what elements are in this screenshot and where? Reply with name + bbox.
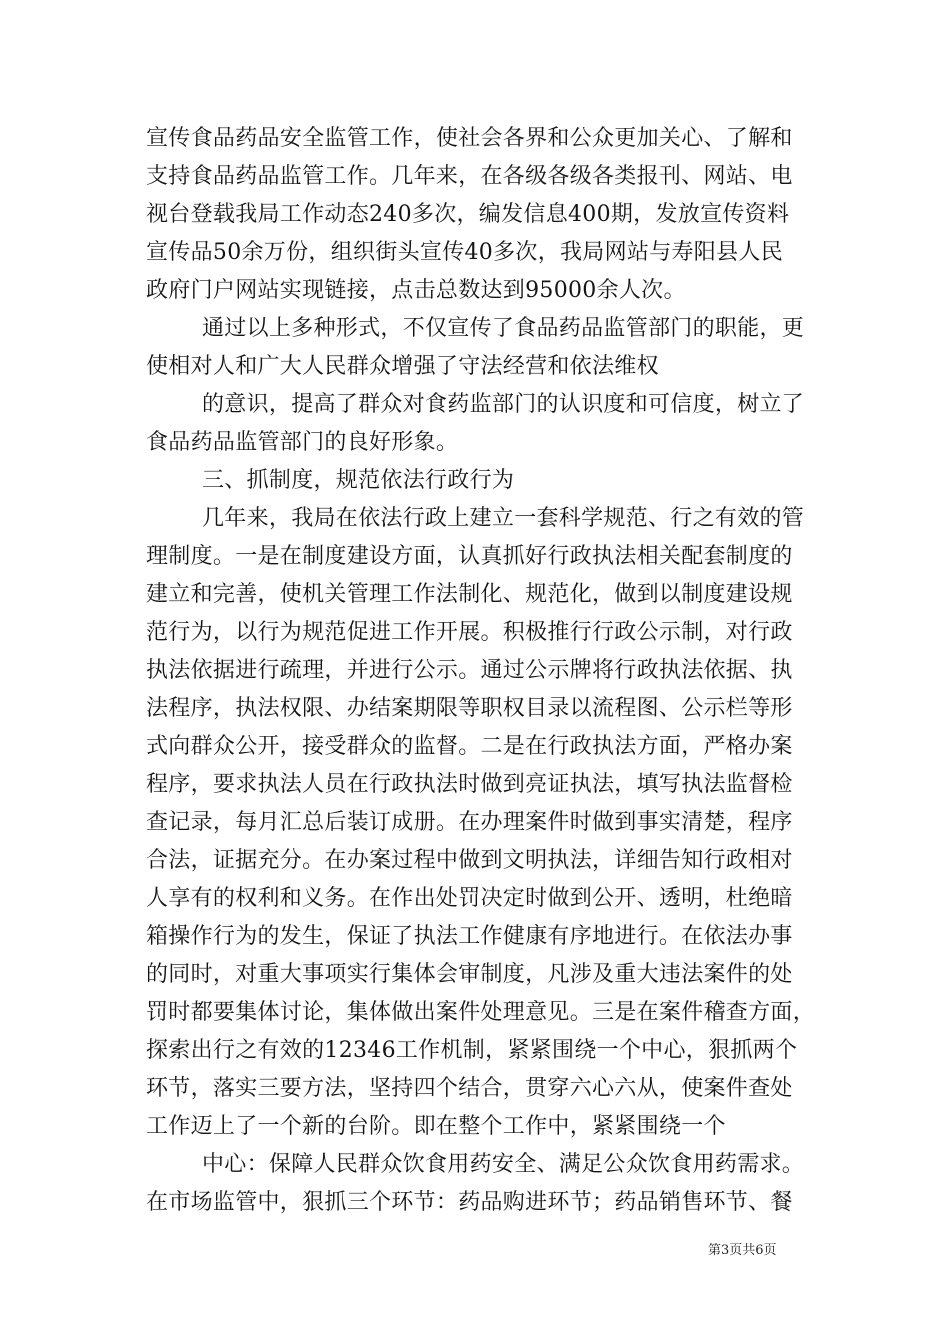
text-line: 环节，落实三要方法，坚持四个结合，贯穿六心六从，使案件查处	[146, 1076, 793, 1101]
text-line: 政府门户网站实现链接，点击总数达到95000余人次。	[146, 278, 686, 303]
text-line: 视台登载我局工作动态240多次，编发信息400期，发放宣传资料	[146, 202, 790, 227]
text-line: 在市场监管中，狠抓三个环节：药品购进环节；药品销售环节、餐	[146, 1190, 793, 1215]
section-heading: 三、抓制度，规范依法行政行为	[202, 468, 515, 493]
text-line: 理制度。一是在制度建设方面，认真抓好行政执法相关配套制度的	[146, 544, 793, 569]
text-line: 程序，要求执法人员在行政执法时做到亮证执法，填写执法监督检	[146, 772, 793, 797]
text-line: 罚时都要集体讨论，集体做出案件处理意见。三是在案件稽查方面，	[146, 1000, 816, 1025]
text-line: 支持食品药品监管工作。几年来，在各级各级各类报刊、网站、电	[146, 164, 793, 189]
text-line: 的同时，对重大事项实行集体会审制度，凡涉及重大违法案件的处	[146, 962, 793, 987]
text-line: 式向群众公开，接受群众的监督。二是在行政执法方面，严格办案	[146, 734, 793, 759]
text-line: 查记录，每月汇总后装订成册。在办理案件时做到事实清楚，程序	[146, 810, 793, 835]
text-line: 宣传食品药品安全监管工作，使社会各界和公众更加关心、了解和	[146, 126, 793, 151]
text-line: 执法依据进行疏理，并进行公示。通过公示牌将行政执法依据、执	[146, 658, 793, 683]
text-line: 人享有的权利和义务。在作出处罚决定时做到公开、透明，杜绝暗	[146, 886, 793, 911]
text-line: 宣传品50余万份，组织街头宣传40多次，我局网站与寿阳县人民	[146, 240, 783, 265]
text-line: 使相对人和广大人民群众增强了守法经营和依法维权	[146, 354, 659, 379]
paragraph-first-line: 几年来，我局在依法行政上建立一套科学规范、行之有效的管	[202, 506, 805, 531]
text-line: 合法，证据充分。在办案过程中做到文明执法，详细告知行政相对	[146, 848, 793, 873]
paragraph-first-line: 中心：保障人民群众饮食用药安全、满足公众饮食用药需求。	[202, 1152, 805, 1177]
text-line: 建立和完善，使机关管理工作法制化、规范化，做到以制度建设规	[146, 582, 793, 607]
text-line: 工作迈上了一个新的台阶。即在整个工作中，紧紧围绕一个	[146, 1114, 726, 1139]
text-line: 箱操作行为的发生，保证了执法工作健康有序地进行。在依法办事	[146, 924, 793, 949]
text-line: 食品药品监管部门的良好形象。	[146, 430, 459, 455]
page-number: 第3页共6页	[708, 1243, 777, 1258]
text-line: 范行为，以行为规范促进工作开展。积极推行行政公示制，对行政	[146, 620, 793, 645]
text-line: 法程序，执法权限、办结案期限等职权目录以流程图、公示栏等形	[146, 696, 793, 721]
text-line: 探索出行之有效的12346工作机制，紧紧围绕一个中心，狠抓两个	[146, 1038, 798, 1063]
paragraph-first-line: 通过以上多种形式，不仅宣传了食品药品监管部门的职能，更	[202, 316, 805, 341]
paragraph-first-line: 的意识，提高了群众对食药监部门的认识度和可信度，树立了	[202, 392, 805, 417]
